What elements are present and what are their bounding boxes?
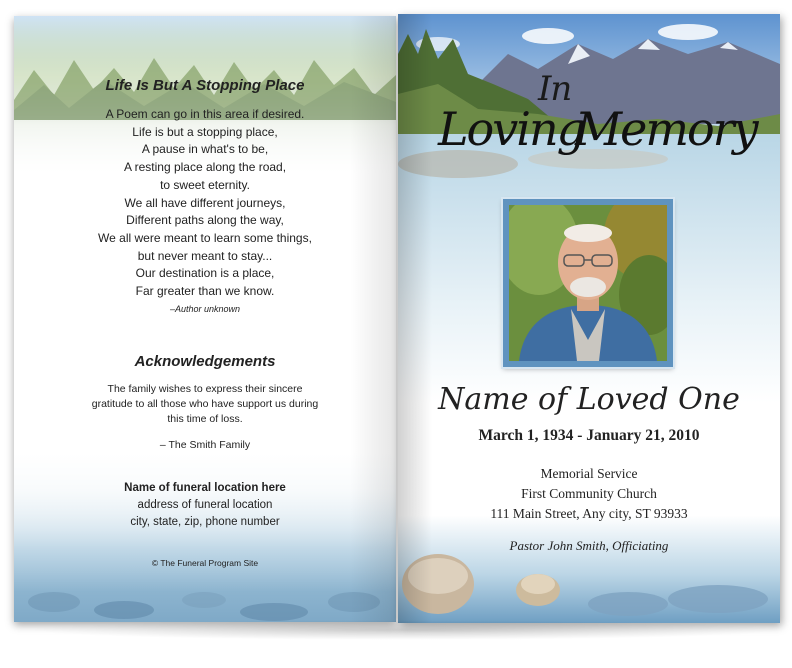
ack-line: The family wishes to express their sincere	[107, 383, 303, 395]
poem-line: to sweet eternity.	[160, 177, 250, 192]
acknowledgements-signature: – The Smith Family	[159, 439, 251, 451]
ack-line: gratitude to all those who have support us during	[91, 398, 319, 410]
poem-line: A Poem can go in this area if desired.	[105, 107, 305, 121]
ack-line: this time of loss.	[167, 413, 243, 425]
funeral-location-city: city, state, zip, phone number	[130, 516, 280, 528]
poem-line: Different paths along the way,	[126, 213, 284, 228]
life-dates: March 1, 1934 - January 21, 2010	[478, 427, 700, 444]
poem-line: We all were meant to learn some things,	[98, 230, 312, 245]
poem-line: Life is but a stopping place,	[132, 124, 278, 139]
poem-line: A pause in what's to be,	[141, 142, 269, 157]
front-cover-panel	[398, 14, 780, 623]
poem-line: Far greater than we know.	[135, 284, 275, 299]
fold-shadow	[398, 14, 432, 623]
funeral-location-name: Name of funeral location here	[124, 482, 286, 494]
poem-text	[14, 106, 396, 301]
funeral-location-address: address of funeral location	[137, 499, 273, 511]
service-label: Memorial Service	[540, 466, 638, 481]
church-name: First Community Church	[521, 486, 657, 501]
poem-author: –Author unknown	[169, 304, 241, 314]
poem-line: A resting place along the road,	[123, 160, 287, 175]
title-in: In	[538, 69, 572, 109]
poem-title: Life Is But A Stopping Place	[105, 77, 305, 94]
copyright-notice: © The Funeral Program Site	[151, 558, 259, 568]
program-shadow	[26, 620, 786, 640]
portrait-photo-frame	[503, 199, 673, 367]
title-loving: Loving	[438, 102, 585, 156]
loved-one-name: Name of Loved One	[438, 382, 740, 417]
poem-line: We all have different journeys,	[124, 195, 286, 210]
poem-line: Our destination is a place,	[135, 266, 275, 281]
poem-line: but never meant to stay...	[137, 248, 273, 263]
title-memory: Memory	[575, 102, 757, 156]
back-panel	[14, 16, 396, 622]
acknowledgements-title: Acknowledgements	[134, 353, 276, 370]
acknowledgements-text	[14, 382, 396, 427]
portrait-photo	[509, 205, 667, 361]
officiant: Pastor John Smith, Officiating	[509, 538, 669, 553]
church-address: 111 Main Street, Any city, ST 93933	[490, 506, 688, 521]
